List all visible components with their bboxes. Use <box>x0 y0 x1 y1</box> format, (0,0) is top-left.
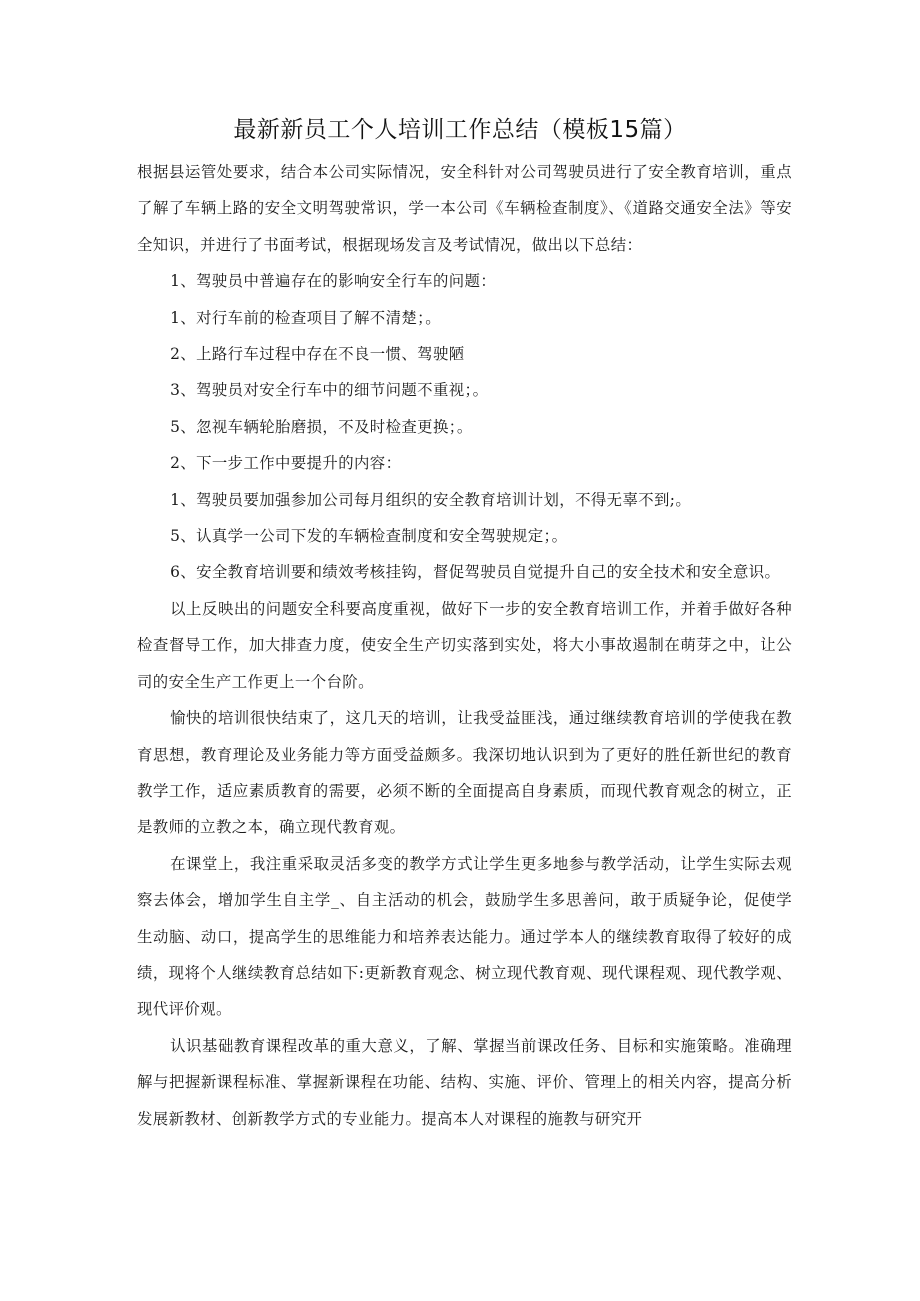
paragraph: 5、忽视车辆轮胎磨损，不及时检查更换；。 <box>170 417 473 436</box>
paragraph: 以上反映出的问题安全科要高度重视，做好下一步的安全教育培训工作，并着手做好各种检查督导工作，加大排查力度，使安全生产切实落到实处，将大小事故遏制在萌芽之中，让公司的安全生产工作更上一个台阶。 <box>137 599 792 691</box>
paragraph: 愉快的培训很快结束了，这几天的培训，让我受益匪浅，通过继续教育培训的学使我在教育思想，教育理论及业务能力等方面受益颇多。我深切地认识到为了更好的胜任新世纪的教育教学工作，适应素质教育的需要，必须不断的全面提高自身素质，而现代教育观念的树立，正是教师的立教之本，确立现代教育观。 <box>137 709 792 837</box>
paragraph: 5、认真学一公司下发的车辆检查制度和安全驾驶规定；。 <box>170 527 568 546</box>
paragraph: 3、驾驶员对安全行车中的细节问题不重视；。 <box>170 381 489 400</box>
paragraph: 2、上路行车过程中存在不良一惯、驾驶陋 <box>170 345 465 364</box>
paragraph: 6、安全教育培训要和绩效考核挂钩，督促驾驶员自觉提升自己的安全技术和安全意识。 <box>170 563 781 582</box>
paragraph: 2、下一步工作中要提升的内容： <box>170 454 402 473</box>
paragraph: 1、对行车前的检查项目了解不清楚；。 <box>170 308 442 327</box>
document-body <box>137 154 792 1137</box>
paragraph: 根据县运管处要求，结合本公司实际情况，安全科针对公司驾驶员进行了安全教育培训，重点了解了车辆上路的安全文明驾驶常识，学一本公司《车辆检查制度》、《道路交通安全法》等安全知识，并进行了书面考试，根据现场发言及考试情况，做出以下总结： <box>137 163 792 254</box>
paragraph: 1、驾驶员要加强参加公司每月组织的安全教育培训计划，不得无辜不到;。 <box>170 490 692 509</box>
paragraph: 在课堂上，我注重采取灵活多变的教学方式让学生更多地参与教学活动，让学生实际去观察去体会，增加学生自主学_、自主活动的机会，鼓励学生多思善问，敢于质疑争论，促使学生动脑、动口，提高学生的思维能力和培养表达能力。通过学本人的继续教育取得了较好的成绩，现将个人继续教育总结如下:更新教育观念、树立现代教育观、现代课程观、现代教学观、现代评价观。 <box>137 854 792 1019</box>
paragraph: 认识基础教育课程改革的重大意义，了解、掌握当前课改任务、目标和实施策略。准确理解与把握新课程标准、掌握新课程在功能、结构、实施、评价、管理上的相关内容，提高分析发展新教材、创新教学方式的专业能力。提高本人对课程的施教与研究开 <box>137 1036 792 1128</box>
paragraph: 1、驾驶员中普遍存在的影响安全行车的问题： <box>170 272 497 291</box>
document-title: 最新新员工个人培训工作总结（模板15篇） <box>233 117 687 143</box>
